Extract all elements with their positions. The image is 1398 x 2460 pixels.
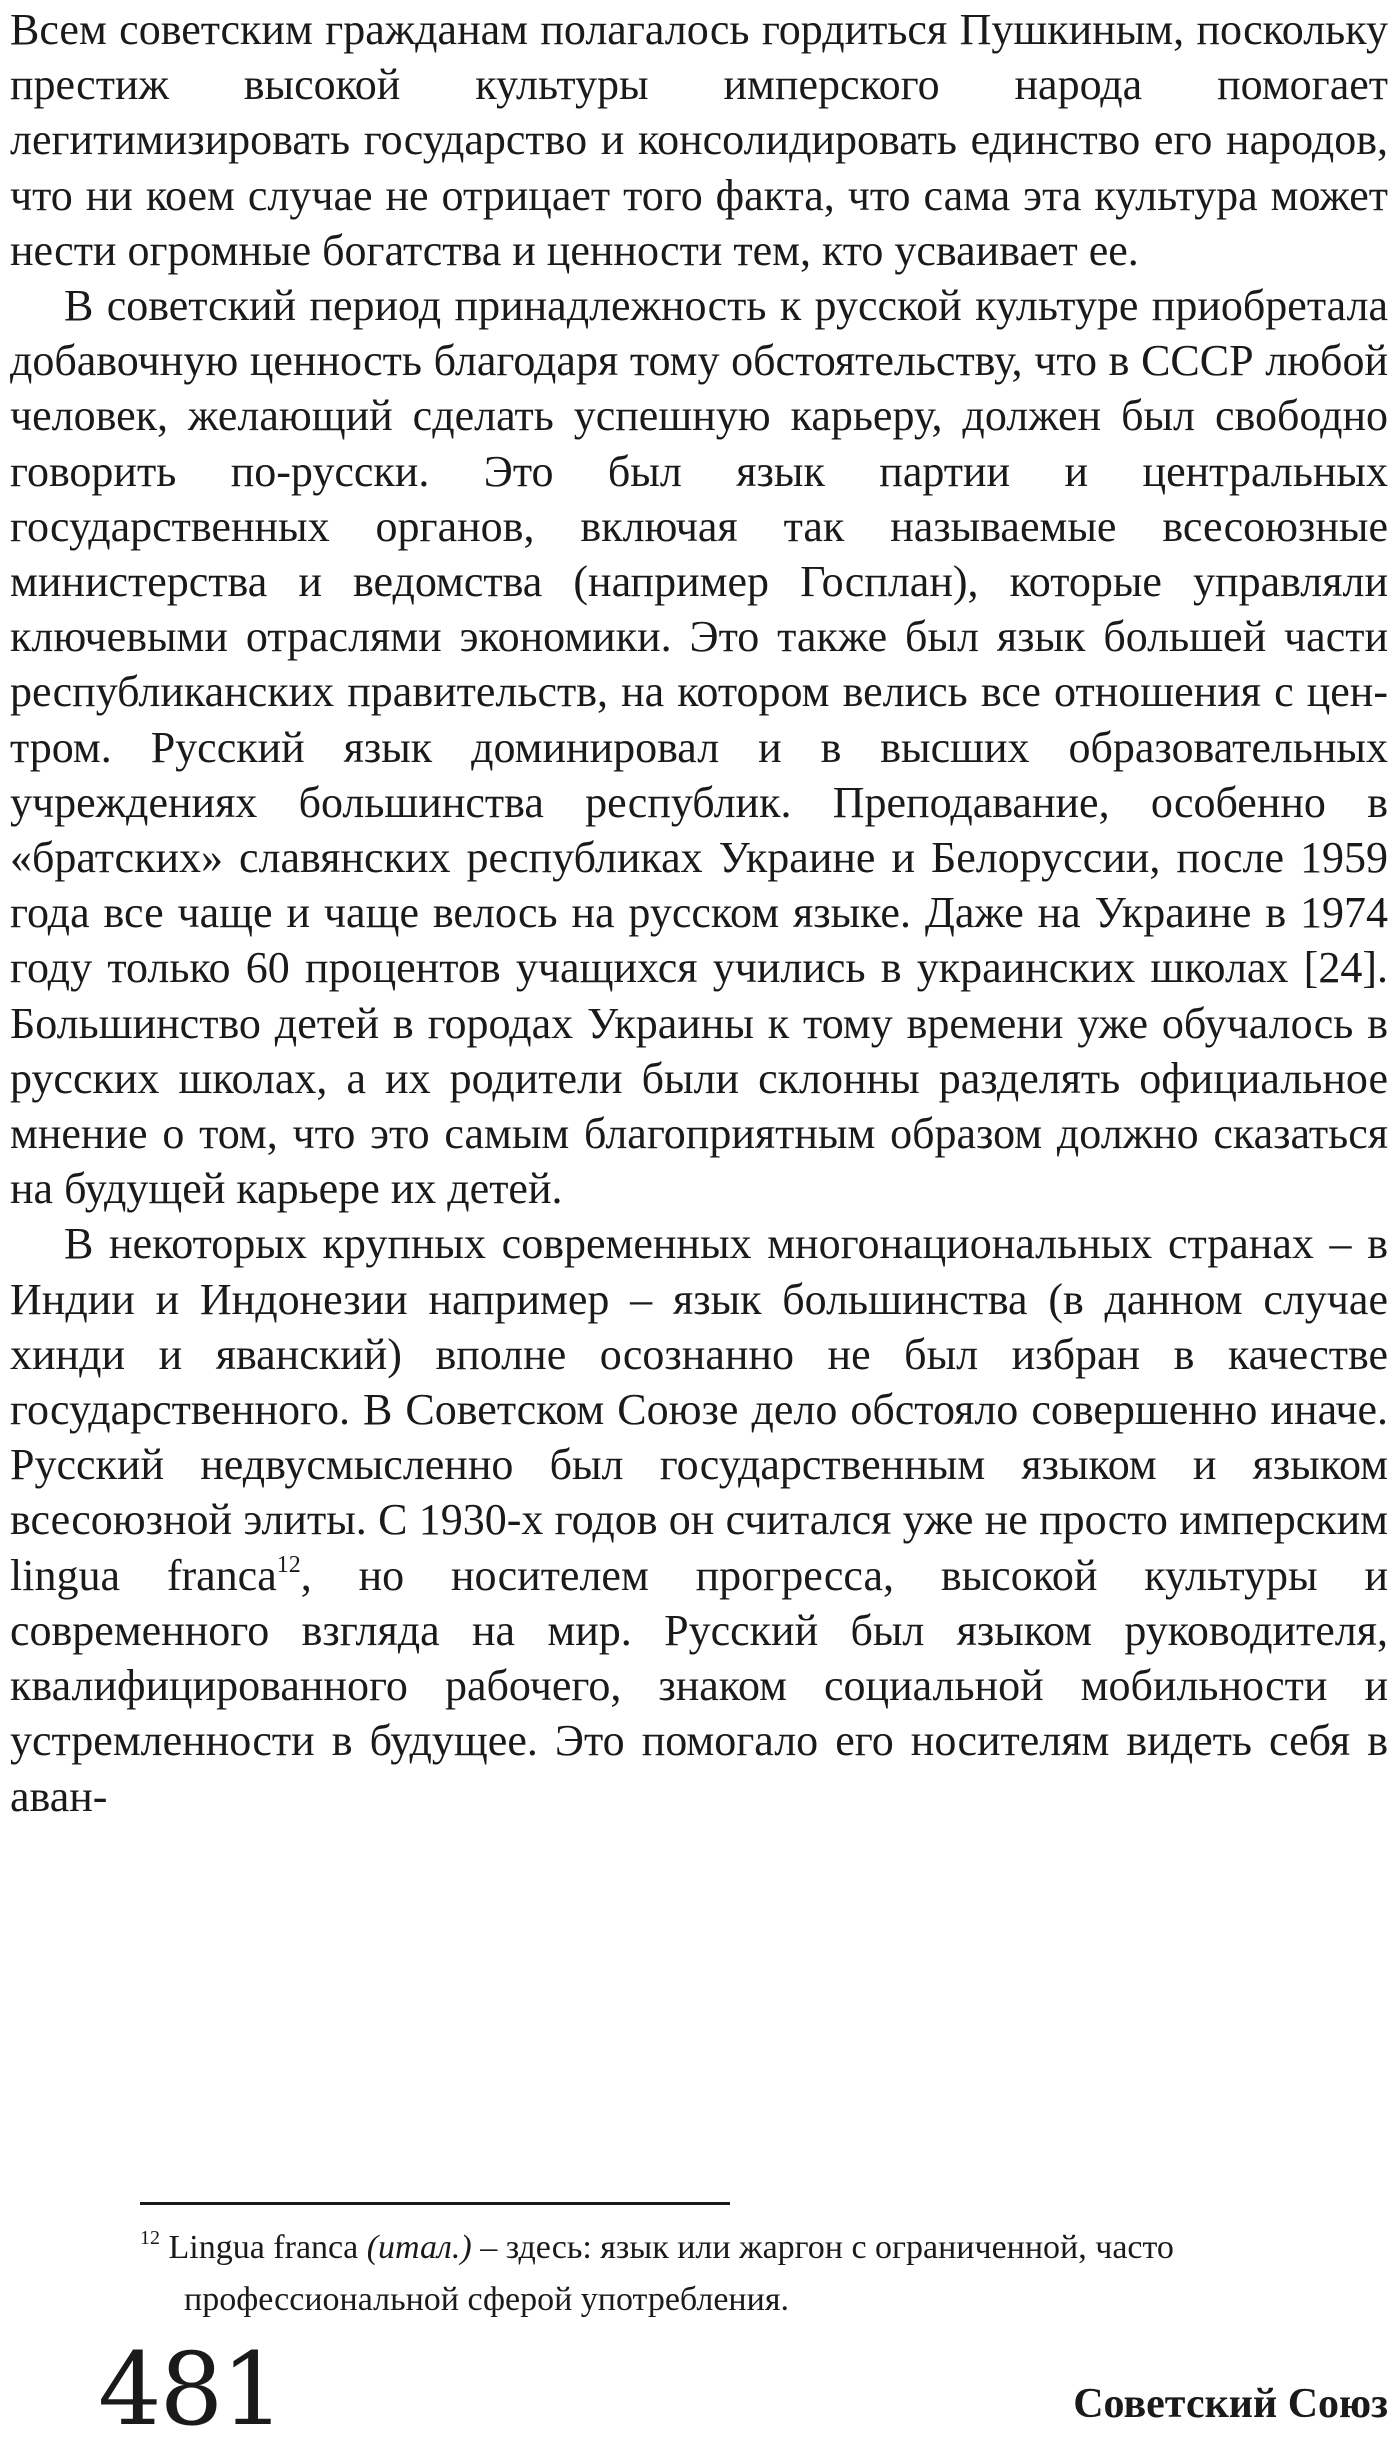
paragraph-3-text-before: В некоторых крупных современных многонациональных странах – в Индии и Индонезии например – язык большинства (в данном случае хинди и яванский) вполне осознанно не был избран в качестве государственного. В Советском Союзе дело обстояло совершенно иначе. Русский недвусмысленно был государственным языком и языком всесоюзной элиты. С 1930-х годов он считался уже не просто имперским lingua franca: [10, 1219, 1388, 1600]
page-number: 481: [98, 2331, 283, 2448]
running-footer-title: Советский Союз: [1073, 2381, 1388, 2427]
footnote-definition-continued: профессиональной сферой употребления.: [184, 2281, 789, 2318]
paragraph-3-text-after: , но носителем прогресса, высокой культуры и современного взгляда на мир. Русский был языком руководителя, квалифицированного рабочего, знаком социальной мобильности и устремленности в будущее. Это помогало его носителям видеть себя в аван-: [10, 1550, 1389, 1821]
main-text: [10, 2, 1388, 1824]
footnote: [140, 2222, 1388, 2326]
footnote-number: 12: [140, 2227, 160, 2249]
paragraph-2: В советский период принадлежность к русской культуре приобретала добавочную ценность благодаря тому обстоятельству, что в СССР любой человек, желающий сделать успешную карьеру, должен был свободно говорить по-русски. Это был язык партии и центральных государственных органов, включая так называемые всесоюзные министерства и ведомства (например Госплан), которые управляли ключевыми отраслями экономики. Это также был язык большей части республиканских правительств, на котором велись все отношения с центром. Русский язык доминировал и в высших образовательных учреждениях большинства республик. Преподавание, особенно в «братских» славянских республиках Украине и Белоруссии, после 1959 года все чаще и чаще велось на русском языке. Даже на Украине в 1974 году только 60 процентов учащихся учились в украинских школах [24]. Большинство детей в городах Украины к тому времени уже обучалось в русских школах, а их родители были склонны разделять официальное мнение о том, что это самым благоприятным образом должно сказаться на будущей карьере их детей.: [10, 281, 1388, 1214]
footnote-definition: – здесь: язык или жаргон с ограниченной, часто: [471, 2229, 1174, 2266]
paragraph-3: [10, 1216, 1388, 1823]
footnote-language-note: (итал.): [366, 2229, 472, 2266]
footnote-divider: [140, 2202, 730, 2205]
footnote-reference: 12: [276, 1551, 301, 1578]
book-page: [10, 0, 1388, 2460]
footnote-term: Lingua franca: [168, 2229, 367, 2266]
paragraph-1: Всем советским гражданам полагалось гордиться Пушкиным, поскольку престиж высокой культуры имперского народа помогает легитимизировать государство и консолидировать единство его народов, что ни коем случае не отрицает того факта, что сама эта культура может нести огромные богатства и ценности тем, кто усваивает ее.: [10, 5, 1388, 275]
